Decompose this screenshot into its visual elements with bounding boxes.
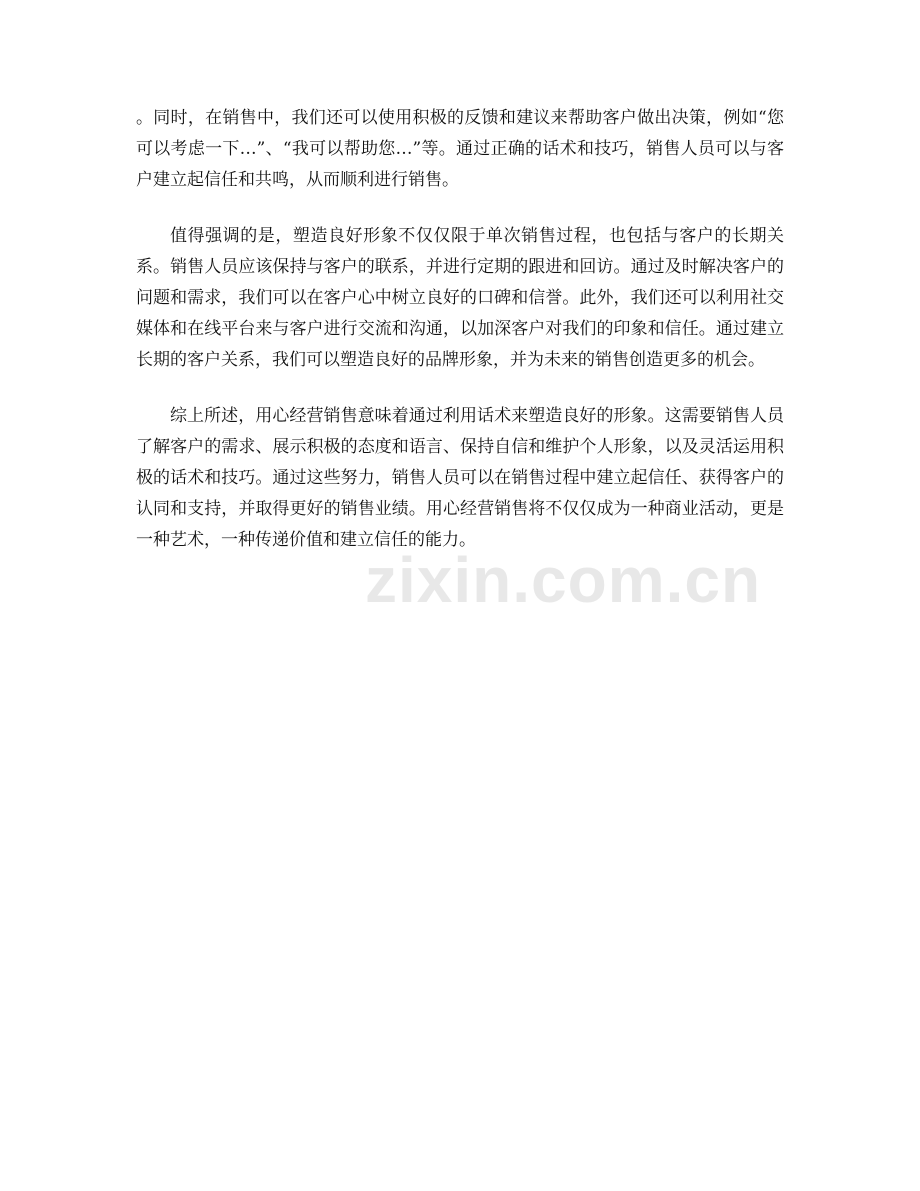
paragraph-1: 。同时，在销售中，我们还可以使用积极的反馈和建议来帮助客户做出决策，例如“您可以考虑一下…”、“我可以帮助您…”等。通过正确的话术和技巧，销售人员可以与客户建立起信任和共鸣，从而顺利进行销售。 (136, 108, 784, 190)
document-body (136, 103, 784, 581)
watermark: zixin.com.cn (365, 544, 762, 616)
paragraph-2: 值得强调的是，塑造良好形象不仅仅限于单次销售过程，也包括与客户的长期关系。销售人员应该保持与客户的联系，并进行定期的跟进和回访。通过及时解决客户的问题和需求，我们可以在客户心中树立良好的口碑和信誉。此外，我们还可以利用社交媒体和在线平台来与客户进行交流和沟通，以加深客户对我们的印象和信任。通过建立长期的客户关系，我们可以塑造良好的品牌形象，并为未来的销售创造更多的机会。 (136, 226, 784, 370)
paragraph-3: 综上所述，用心经营销售意味着通过利用话术来塑造良好的形象。这需要销售人员了解客户的需求、展示积极的态度和语言、保持自信和维护个人形象，以及灵活运用积极的话术和技巧。通过这些努力，销售人员可以在销售过程中建立起信任、获得客户的认同和支持，并取得更好的销售业绩。用心经营销售将不仅仅成为一种商业活动，更是一种艺术，一种传递价值和建立信任的能力。 (136, 406, 784, 550)
